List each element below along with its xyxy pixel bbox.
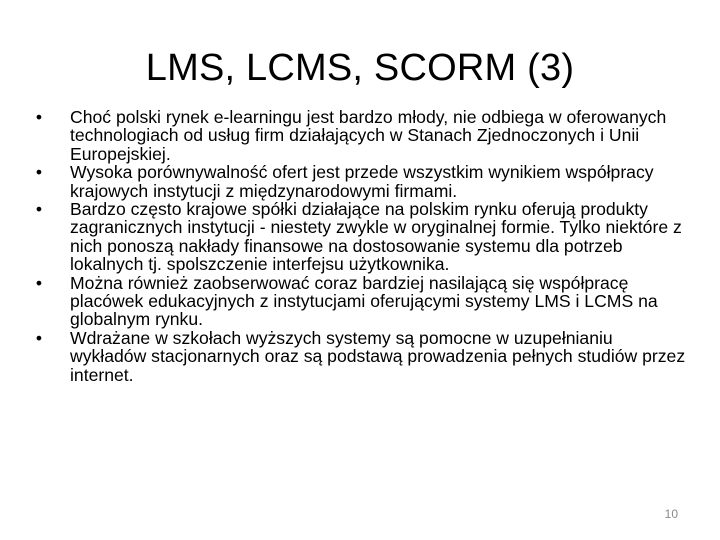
page-number: 10 <box>664 507 678 521</box>
bullet-dot-icon: • <box>35 327 43 348</box>
bullet-dot-icon: • <box>35 162 43 183</box>
bullet-text: Wdrażane w szkołach wyższych systemy są pomocne w uzupełnianiu wykładów stacjonarnych oraz są podstawą prowadzenia pełnych studiów przez internet. <box>70 327 686 385</box>
bullet-dot-icon: • <box>35 107 43 127</box>
bullet-text: Choć polski rynek e-learningu jest bardzo młody, nie odbiega w oferowanych technologiach od usług firm działających w Stanach Zjednoczonych i Unii Europejskiej. <box>70 107 667 164</box>
bullet-text: Można również zaobserwować coraz bardziej nasilającą się współpracę placówek edukacyjnych z instytucjami oferującymi systemy LMS i LCMS na globalnym rynku. <box>70 272 658 330</box>
bullet-item <box>30 274 690 329</box>
bullet-text: Bardzo często krajowe spółki działające na polskim rynku oferują produkty zagranicznych instytucji - niestety zwykle w oryginalnej formie. Tylko niektóre z nich ponoszą nakłady finansowe na dostosowanie systemu dla potrzeb lokalnych tj. spolszczenie interfejsu użytkownika. <box>70 199 682 275</box>
bullet-item <box>30 200 690 274</box>
bullet-item <box>30 329 690 384</box>
bullet-dot-icon: • <box>35 272 43 293</box>
bullet-list <box>30 108 690 384</box>
bullet-item <box>30 163 690 200</box>
bullet-dot-icon: • <box>35 199 43 220</box>
bullet-text: Wysoka porównywalność ofert jest przede wszystkim wynikiem współpracy krajowych instytucji z międzynarodowymi firmami. <box>70 162 654 201</box>
bullet-item <box>30 108 690 163</box>
slide-title: LMS, LCMS, SCORM (3) <box>145 47 575 89</box>
